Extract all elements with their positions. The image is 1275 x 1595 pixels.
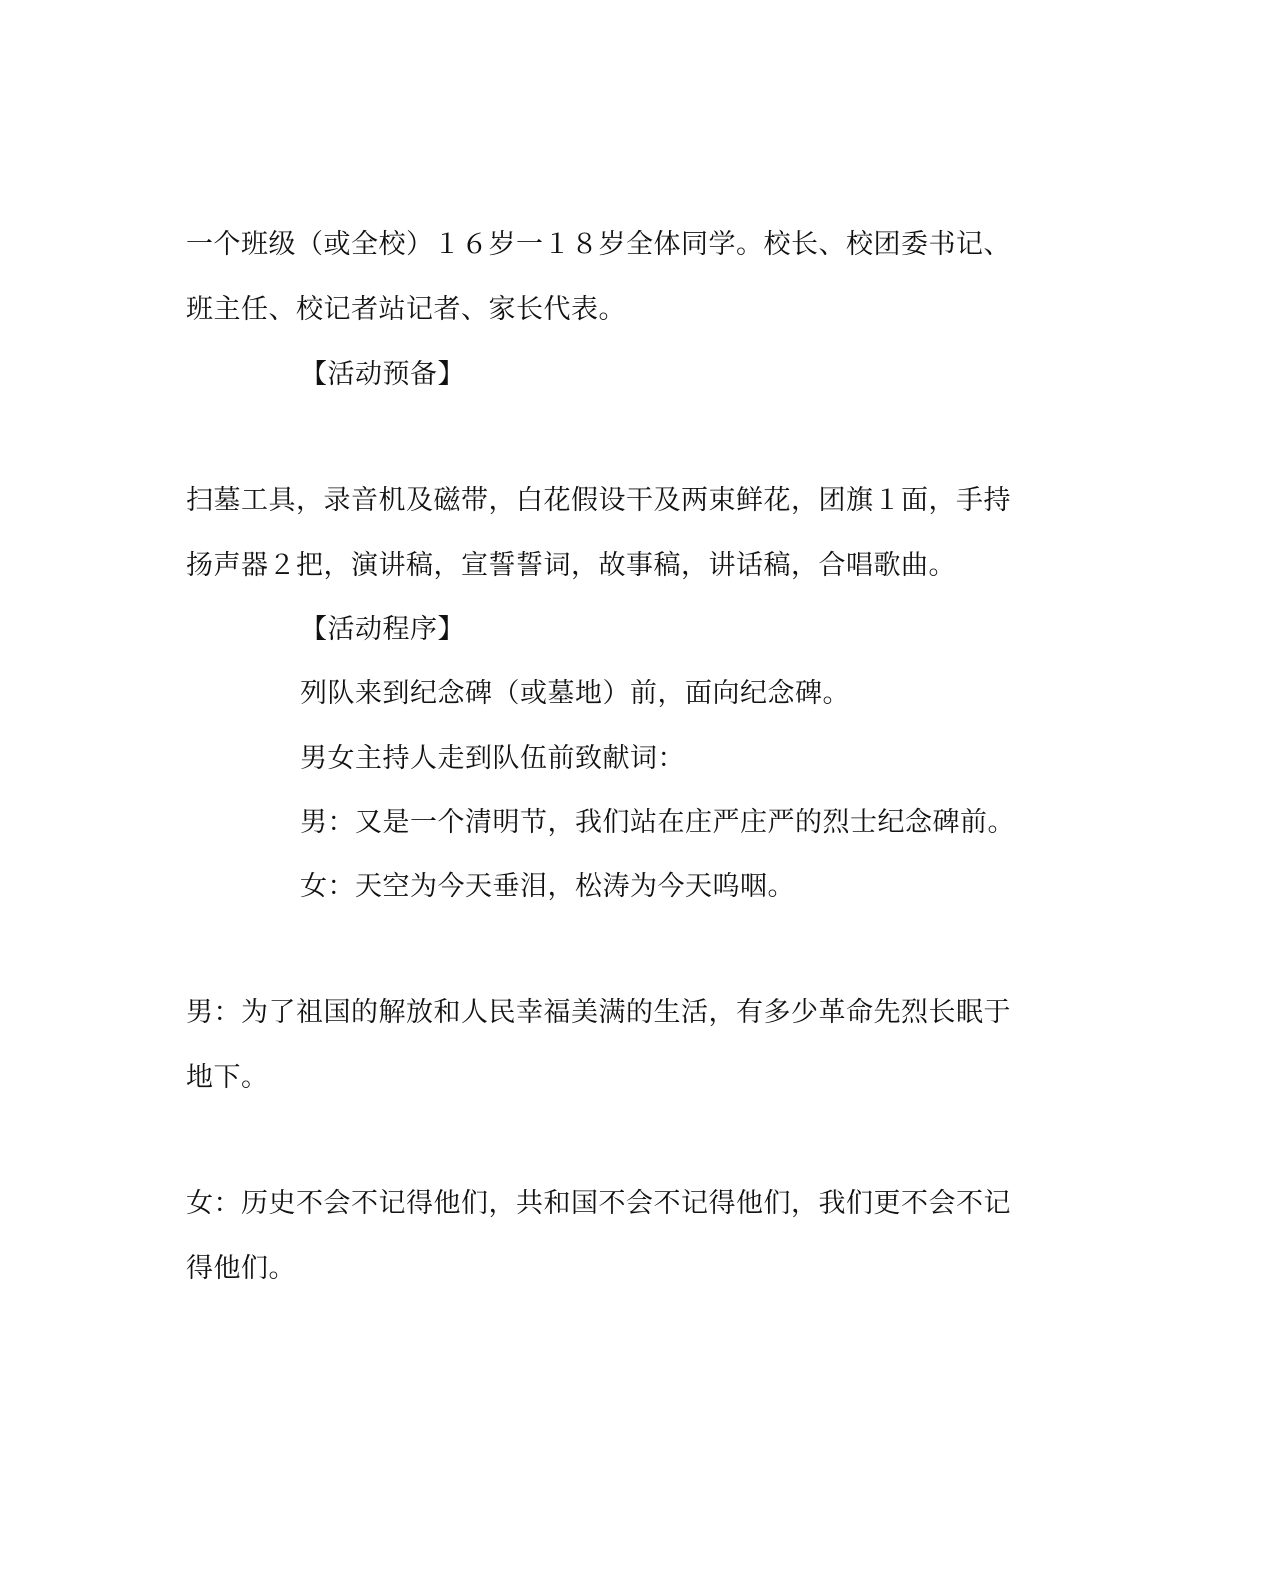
procedure-step-1: 列队来到纪念碑（或墓地）前，面向纪念碑。: [300, 678, 850, 709]
dialogue-female-2-line-1: 女：历史不会不记得他们，共和国不会不记得他们，我们更不会不记: [186, 1188, 1011, 1219]
section-heading-preparation: 【活动预备】: [300, 359, 465, 390]
dialogue-female-2-line-2: 得他们。: [186, 1253, 296, 1284]
procedure-step-2: 男女主持人走到队伍前致献词：: [300, 743, 685, 774]
preparation-line-1: 扫墓工具，录音机及磁带，白花假设干及两束鲜花，团旗１面，手持: [186, 485, 1011, 516]
participants-line-1: 一个班级（或全校）１６岁一１８岁全体同学。校长、校团委书记、: [186, 229, 1011, 260]
participants-line-2: 班主任、校记者站记者、家长代表。: [186, 294, 626, 325]
dialogue-male-2-line-1: 男：为了祖国的解放和人民幸福美满的生活，有多少革命先烈长眠于: [186, 997, 1011, 1028]
preparation-line-2: 扬声器２把，演讲稿，宣誓誓词，故事稿，讲话稿，合唱歌曲。: [186, 550, 956, 581]
section-heading-procedure: 【活动程序】: [300, 614, 465, 645]
dialogue-female-1: 女：天空为今天垂泪，松涛为今天呜咽。: [300, 871, 795, 902]
dialogue-male-1: 男：又是一个清明节，我们站在庄严庄严的烈士纪念碑前。: [300, 807, 1015, 838]
dialogue-male-2-line-2: 地下。: [186, 1062, 269, 1093]
